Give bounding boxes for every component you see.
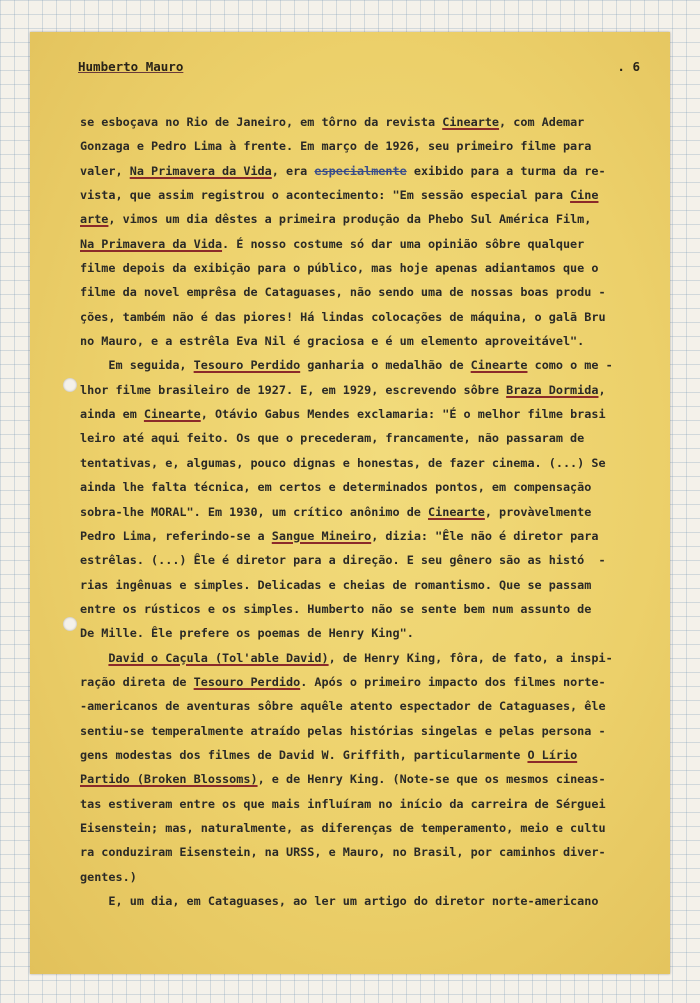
text-segment: ra conduziram Eisenstein, na URSS, e Mauro, no Brasil, por caminhos diver-	[80, 845, 606, 860]
text-segment: vista, que assim registrou o acontecimento: "Em sessão especial para	[80, 188, 571, 203]
underlined-title: Cinearte	[428, 504, 485, 519]
text-line	[80, 767, 654, 791]
text-segment: ainda lhe falta técnica, em certos e determinados pontos, em compensação	[80, 480, 592, 495]
text-line	[80, 524, 654, 548]
text-segment: Eisenstein; mas, naturalmente, as diferenças de temperamento, meio e cultu	[80, 820, 606, 835]
text-line	[80, 402, 654, 426]
text-line	[80, 840, 654, 864]
text-line	[80, 329, 654, 353]
text-segment: tentativas, e, algumas, pouco dignas e honestas, de fazer cinema. (...) Se	[80, 455, 606, 470]
text-line	[80, 573, 654, 597]
body-text	[80, 110, 654, 913]
text-segment: no Mauro, e a estrêla Eva Nil é graciosa e é um elemento aproveitável".	[80, 334, 585, 349]
punch-hole-bottom	[63, 617, 77, 631]
text-segment: sentiu-se temperalmente atraído pelas histórias singelas e pelas persona -	[80, 723, 606, 738]
text-segment: , dizia: "Êle não é diretor para	[371, 528, 599, 543]
text-segment: . Após o primeiro impacto dos filmes norte-	[300, 674, 606, 689]
text-segment: como o me -	[527, 358, 613, 373]
text-segment: gens modestas dos filmes de David W. Griffith, particularmente	[80, 747, 528, 762]
text-line	[80, 232, 654, 256]
text-line	[80, 256, 654, 280]
text-segment: filme depois da exibição para o público, mas hoje apenas adiantamos que o	[80, 261, 599, 276]
text-line	[80, 889, 654, 913]
underlined-title: Cinearte	[442, 115, 500, 129]
text-line	[80, 280, 654, 304]
text-line	[80, 743, 654, 767]
text-segment: filme da novel emprêsa de Cataguases, não sendo uma de nossas boas produ -	[80, 285, 606, 300]
text-line	[80, 500, 654, 524]
text-segment: sobra-lhe MORAL". Em 1930, um crítico anônimo de	[80, 504, 429, 519]
underlined-title: Partido (Broken Blossoms)	[80, 772, 258, 787]
underlined-title: arte	[80, 212, 109, 227]
text-segment: , vimos um dia dêstes a primeira produção da Phebo Sul América Film,	[108, 212, 592, 227]
text-segment: se esboçava no Rio de Janeiro, em tôrno da revista	[80, 115, 443, 129]
text-segment: Pedro Lima, referindo-se a	[80, 528, 272, 543]
underlined-title: Cine	[570, 188, 599, 203]
underlined-title: Cinearte	[143, 407, 201, 422]
text-segment: entre os rústicos e os simples. Humberto não se sente bem num assunto de	[80, 601, 592, 616]
text-segment: valer,	[80, 163, 130, 178]
underlined-title: David o Caçula (Tol'able David)	[108, 650, 329, 665]
text-line	[80, 305, 654, 329]
text-segment: . É nosso costume só dar uma opinião sôbre qualquer	[222, 236, 585, 251]
text-segment	[80, 651, 108, 665]
page-header	[78, 59, 640, 79]
text-line	[80, 207, 654, 231]
text-segment: ração direta de	[80, 674, 194, 689]
text-segment: tas estiveram entre os que mais influíram no início da carreira de Sérguei	[80, 796, 606, 811]
text-line	[80, 597, 654, 621]
underlined-title: Na Primavera da Vida	[129, 163, 272, 178]
text-segment: lhor filme brasileiro de 1927. E, em 1929, escrevendo sôbre	[80, 382, 507, 397]
text-segment: , era	[271, 163, 315, 178]
text-segment: Em seguida,	[80, 358, 194, 373]
underlined-title: Tesouro Perdido	[193, 358, 301, 373]
text-line	[80, 378, 654, 402]
text-segment: estrêlas. (...) Êle é diretor para a direção. E seu gênero são as histó -	[80, 553, 606, 568]
text-segment: E, um dia, em Cataguases, ao ler um artigo do diretor norte-americano	[80, 894, 599, 908]
text-segment: leiro até aqui feito. Os que o precederam, francamente, não passaram de	[80, 431, 585, 446]
text-segment: , com Ademar	[499, 115, 585, 129]
text-line	[80, 426, 654, 450]
underlined-title: O Lírio	[527, 747, 578, 762]
text-segment: , de Henry King, fôra, de fato, a inspi-	[328, 650, 613, 665]
text-line	[80, 134, 654, 158]
text-line	[80, 183, 654, 207]
underlined-title: Sangue Mineiro	[271, 528, 372, 543]
text-line	[80, 353, 654, 377]
text-segment: gentes.)	[80, 869, 137, 884]
text-line	[80, 159, 654, 183]
underlined-title: Tesouro Perdido	[193, 674, 301, 689]
text-line	[80, 451, 654, 475]
text-segment: ,	[598, 382, 606, 397]
author-heading: Humberto Mauro	[78, 59, 184, 74]
text-line	[80, 670, 654, 694]
text-line	[80, 816, 654, 840]
text-line	[80, 646, 654, 670]
text-line	[80, 719, 654, 743]
underlined-title: Na Primavera da Vida	[80, 236, 223, 251]
text-line	[80, 110, 654, 134]
typewritten-page	[30, 32, 670, 974]
text-segment: exibido para a turma da re-	[406, 163, 606, 178]
text-line	[80, 475, 654, 499]
text-line	[80, 865, 654, 889]
text-segment: , e de Henry King. (Note-se que os mesmos cineas-	[257, 772, 606, 787]
text-segment: Gonzaga e Pedro Lima à frente. Em março de 1926, seu primeiro filme para	[80, 139, 592, 154]
text-line	[80, 792, 654, 816]
text-line	[80, 621, 654, 645]
text-segment: rias ingênuas e simples. Delicadas e cheias de romantismo. Que se passam	[80, 577, 592, 592]
page-number: . 6	[617, 59, 640, 74]
text-segment: , provàvelmente	[484, 504, 592, 519]
text-line	[80, 694, 654, 718]
text-segment: , Otávio Gabus Mendes exclamaria: "É o melhor filme brasi	[200, 407, 606, 422]
text-segment: De Mille. Êle prefere os poemas de Henry King".	[80, 626, 414, 641]
text-segment: ganharia o medalhão de	[300, 358, 471, 373]
text-segment: ções, também não é das piores! Há lindas colocações de máquina, o galã Bru	[80, 309, 606, 324]
text-line	[80, 548, 654, 572]
text-segment: -americanos de aventuras sôbre aquêle atento espectador de Cataguases, êle	[80, 699, 606, 714]
underlined-title: Cinearte	[470, 358, 528, 373]
underlined-title: Braza Dormida	[506, 382, 599, 397]
struck-word: especialmente	[314, 163, 407, 178]
punch-hole-top	[63, 378, 77, 392]
text-segment: ainda em	[80, 407, 144, 422]
